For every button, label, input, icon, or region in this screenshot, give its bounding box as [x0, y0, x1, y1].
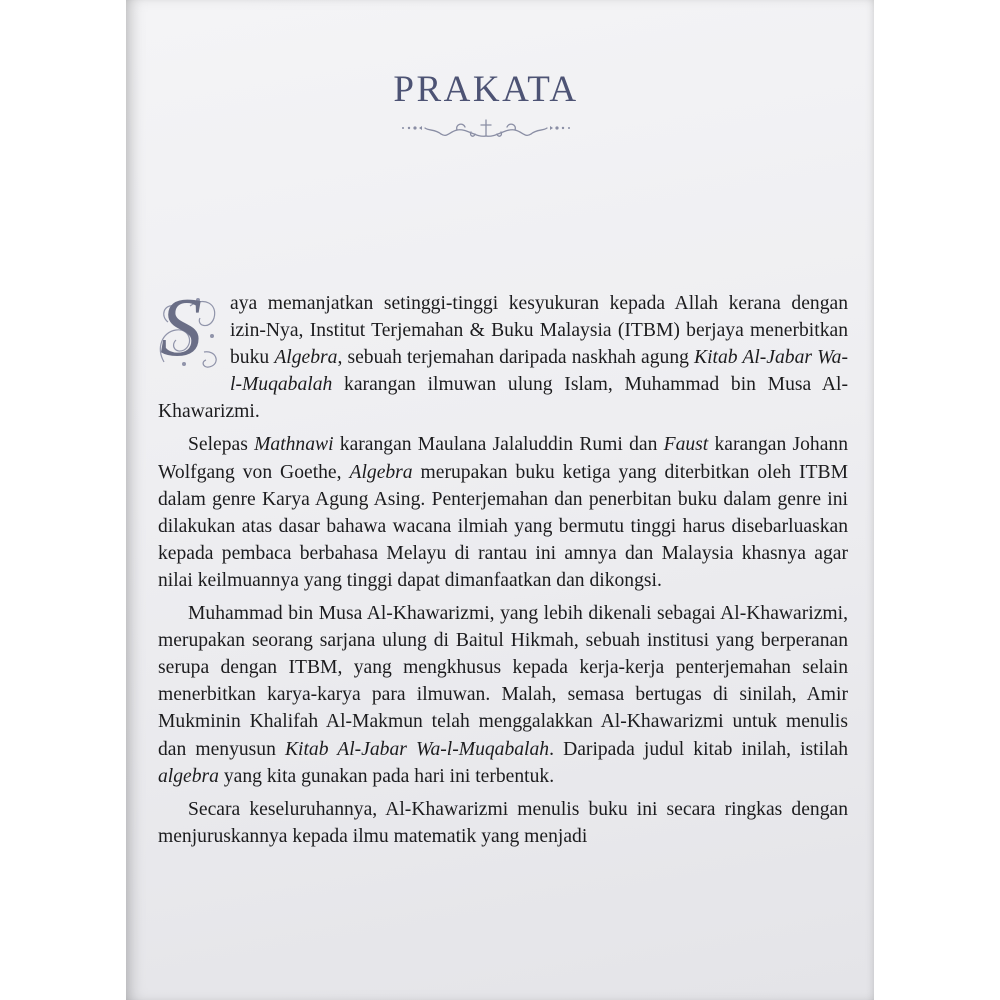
text-run: merupakan buku ketiga yang diterbitkan oleh ITBM dalam genre Karya Agung Asing. Penterjemahan dan penerbitan buku dalam genre ini dilakukan atas dasar bahawa wacana ilmiah yang bermutu tinggi harus disebarluaskan kepada pembaca berbahasa Melayu di rantau ini amnya dan Malaysia khasnya agar nilai keilmuannya yang tinggi dapat dimanfaatkan dan dikongsi. — [158, 461, 848, 591]
italic-title: Kitab Al-Jabar Wa-l-Muqabalah — [284, 738, 550, 760]
text-run: karangan ilmuwan ulung Islam, Muhammad bin Musa Al-Khawarizmi. — [158, 374, 848, 423]
italic-title: Mathnawi — [254, 434, 334, 456]
page-title: PRAKATA — [393, 69, 579, 110]
text-run: yang kita gunakan pada hari ini terbentuk. — [218, 765, 555, 787]
text-run: karangan Johann Wolfgang von Goethe, — [158, 434, 849, 483]
text-run: , sebuah terjemahan daripada naskhah agung — [337, 347, 695, 369]
book-page — [126, 0, 874, 1000]
dropcap-letter: S — [160, 281, 202, 374]
italic-title: algebra — [158, 765, 219, 787]
paragraph — [158, 431, 848, 594]
italic-title: Kitab Al-Jabar Wa-l-Muqabalah — [230, 347, 848, 396]
italic-title: Algebra — [274, 347, 338, 369]
body-text — [158, 281, 849, 850]
paragraph — [158, 796, 848, 850]
text-run: Muhammad bin Musa Al-Khawarizmi, yang lebih dikenali sebagai Al-Khawarizmi, merupakan seorang sarjana ulung di Baitul Hikmah, sebuah institusi yang berperanan serupa dengan ITBM, yang mengkhusus kepada kerja-kerja penterjemahan selain menerbitkan karya-karya para ilmuwan. Malah, semasa bertugas di sinilah, Amir Mukminin Khalifah Al-Makmun telah menggalakkan Al-Khawarizmi untuk menulis dan menyusun — [158, 603, 848, 760]
italic-title: Faust — [663, 434, 709, 456]
floral-flourish-icon — [401, 116, 571, 140]
text-run: karangan Maulana Jalaluddin Rumi dan — [333, 434, 664, 456]
text-run: Selepas — [188, 434, 255, 456]
text-run: . Daripada judul kitab inilah, istilah — [549, 738, 848, 760]
ornate-letter-icon — [154, 281, 226, 374]
paragraph — [158, 281, 848, 425]
italic-title: Algebra — [349, 461, 413, 483]
paragraph — [158, 600, 848, 790]
text-run: Secara keseluruhannya, Al-Khawarizmi menulis buku ini secara ringkas dengan menjuruskannya kepada ilmu matematik yang menjadi — [158, 798, 848, 847]
text-run: aya memanjatkan setinggi-tinggi kesyukuran kepada Allah kerana dengan izin-Nya, Institut Terjemahan & Buku Malaysia (ITBM) berjaya menerbitkan buku — [230, 293, 848, 369]
